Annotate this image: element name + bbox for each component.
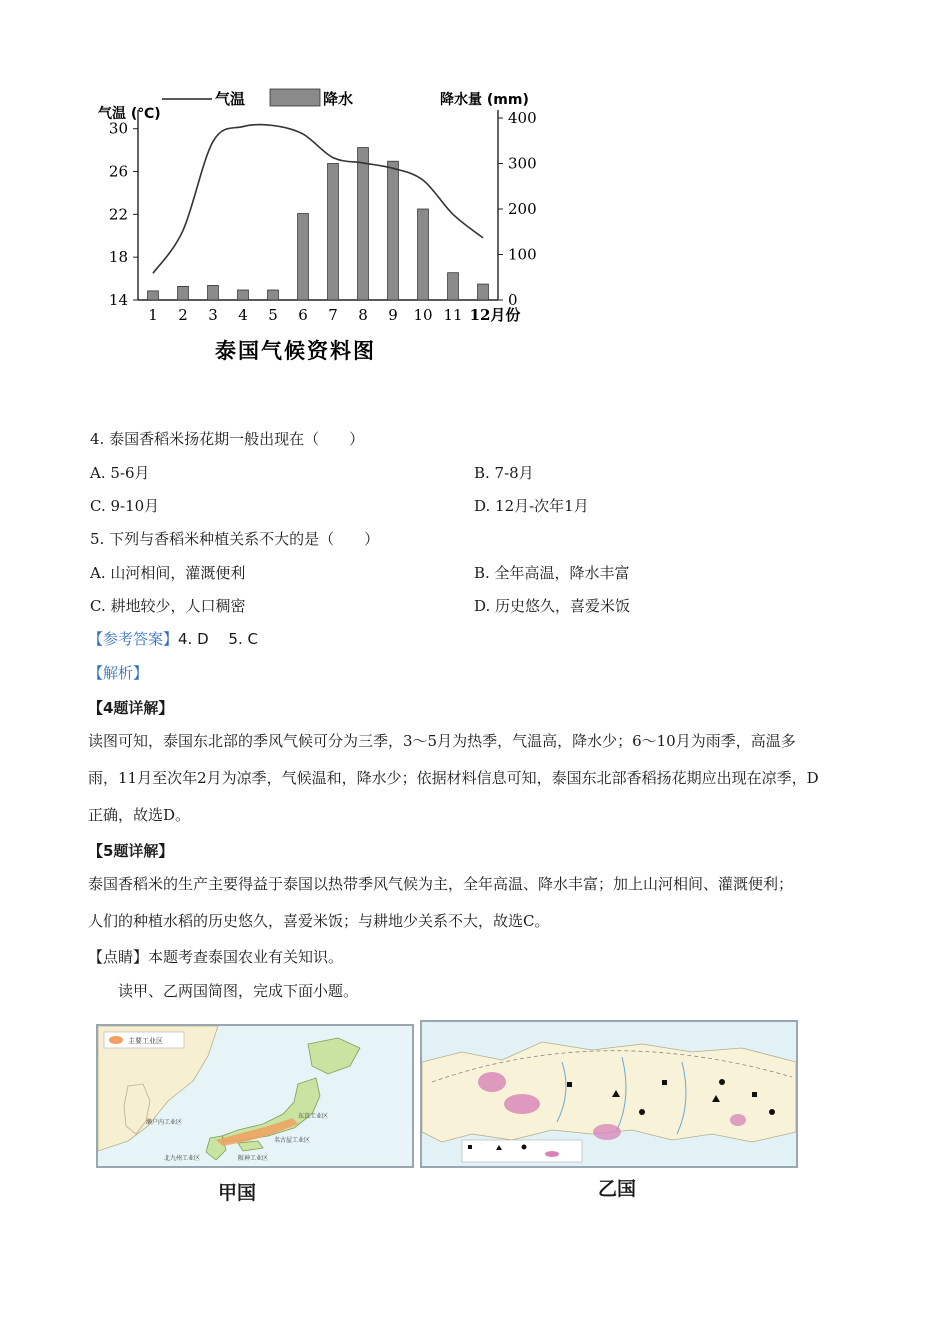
chart-x-tick-label: 1 (148, 306, 158, 324)
detail-4-line-2: 雨，11月至次年2月为凉季，气候温和，降水少；依据材料信息可知，泰国东北部香稻扬花期应出现在凉季，D (88, 769, 819, 787)
chart-legend-bar-label: 降水 (323, 90, 354, 108)
map-yi-drawing (422, 1022, 796, 1166)
precipitation-bar (178, 286, 189, 300)
map-jia-label-kitakyushu: 北九州工业区 (164, 1155, 201, 1162)
chart-legend-line-label: 气温 (215, 90, 246, 108)
map-jia-label-hanshin: 阪神工业区 (238, 1155, 269, 1162)
detail-4-line-1: 读图可知，泰国东北部的季风气候可分为三季，3～5月为热季，气温高，降水少；6～10月为雨季，高温多 (88, 732, 796, 750)
q5-option-d: D. 历史悠久，喜爱米饭 (474, 597, 631, 615)
map-jia-label-setouchi: 濑户内工业区 (146, 1119, 183, 1126)
chart-x-tick-label: 8 (358, 306, 368, 324)
q4-option-d: D. 12月-次年1月 (474, 497, 589, 515)
climate-chart (80, 80, 560, 380)
precipitation-bar (298, 214, 309, 300)
chart-x-tick-label: 3 (208, 306, 218, 324)
detail-4-label: 【4题详解】 (88, 699, 174, 717)
precipitation-bar (448, 273, 459, 300)
precipitation-bar (328, 164, 339, 301)
answer-row (88, 628, 258, 649)
map-jia-legend: 主要工业区 (128, 1037, 163, 1045)
map-jia-caption: 甲国 (218, 1182, 257, 1204)
detail-5-line-2: 人们的种植水稻的历史悠久，喜爱米饭；与耕地少关系不大，故选C。 (88, 912, 550, 930)
precipitation-bar (388, 161, 399, 300)
chart-x-tick-label: 7 (328, 306, 338, 324)
q4-option-c: C. 9-10月 (90, 497, 160, 515)
q5-option-c: C. 耕地较少，人口稠密 (90, 597, 246, 615)
chart-left-tick-label: 26 (108, 162, 128, 181)
map-jia-drawing (98, 1026, 412, 1166)
map-jia-label-nagoya: 名古屋工业区 (274, 1137, 311, 1144)
detail-5-text (88, 866, 898, 940)
chart-right-tick-label: 300 (508, 154, 537, 173)
map-yi (420, 1020, 798, 1168)
tip-text: 【点睛】本题考查泰国农业有关知识。 (88, 948, 344, 966)
q4-option-b: B. 7-8月 (474, 464, 534, 482)
analysis-label: 【解析】 (88, 664, 149, 682)
map-jia-label-tokyo: 东京工业区 (298, 1113, 329, 1120)
precipitation-bar (238, 290, 249, 300)
chart-x-tick-label: 9 (388, 306, 398, 324)
chart-left-axis-label: 气温 (℃) (98, 106, 161, 122)
chart-legend-bar-mark (270, 89, 320, 106)
chart-x-tick-label: 4 (238, 306, 248, 324)
detail-4-line-3: 正确，故选D。 (88, 806, 191, 824)
q5-option-a: A. 山河相间，灌溉便利 (90, 564, 246, 582)
chart-right-tick-label: 400 (508, 109, 537, 127)
q4-option-a: A. 5-6月 (90, 464, 150, 482)
chart-left-tick-label: 22 (108, 205, 128, 224)
precipitation-bar (358, 148, 369, 300)
chart-left-tick-label: 14 (108, 291, 128, 309)
chart-x-tick-label: 10 (413, 306, 433, 324)
answer-label: 【参考答案】 (88, 630, 179, 648)
precipitation-bar (208, 285, 219, 300)
detail-5-line-1: 泰国香稻米的生产主要得益于泰国以热带季风气候为主，全年高温、降水丰富；加上山河相间、灌溉便利； (88, 875, 794, 893)
chart-right-tick-label: 200 (508, 200, 537, 218)
chart-left-tick-label: 18 (108, 248, 128, 267)
precipitation-bar (418, 209, 429, 300)
chart-left-tick-label: 30 (108, 119, 128, 138)
chart-right-tick-label: 100 (508, 245, 537, 264)
chart-right-axis-label: 降水量 (mm) (440, 92, 529, 108)
map-yi-caption: 乙国 (598, 1178, 637, 1200)
precipitation-bar (268, 290, 279, 300)
q5-option-b: B. 全年高温，降水丰富 (474, 564, 630, 582)
chart-x-tick-label: 2 (178, 306, 188, 324)
chart-x-tick-label: 12月份 (469, 306, 521, 324)
question-4-stem: 4. 泰国香稻米扬花期一般出现在（ ） (90, 430, 365, 448)
detail-4-text (88, 723, 888, 834)
answer-value: 4. D 5. C (178, 630, 258, 648)
precipitation-bar (148, 291, 159, 300)
temperature-line (153, 125, 483, 274)
intro-text: 读甲、乙两国简图，完成下面小题。 (118, 982, 359, 1000)
map-jia (96, 1024, 414, 1168)
question-5-stem: 5. 下列与香稻米种植关系不大的是（ ） (90, 530, 380, 548)
precipitation-bar (478, 284, 489, 300)
chart-x-tick-label: 11 (443, 306, 463, 324)
chart-x-tick-label: 6 (298, 306, 308, 324)
chart-title: 泰国气候资料图 (215, 339, 376, 363)
chart-x-tick-label: 5 (268, 306, 278, 324)
chart-right-tick-label: 0 (508, 291, 518, 309)
detail-5-label: 【5题详解】 (88, 842, 174, 860)
